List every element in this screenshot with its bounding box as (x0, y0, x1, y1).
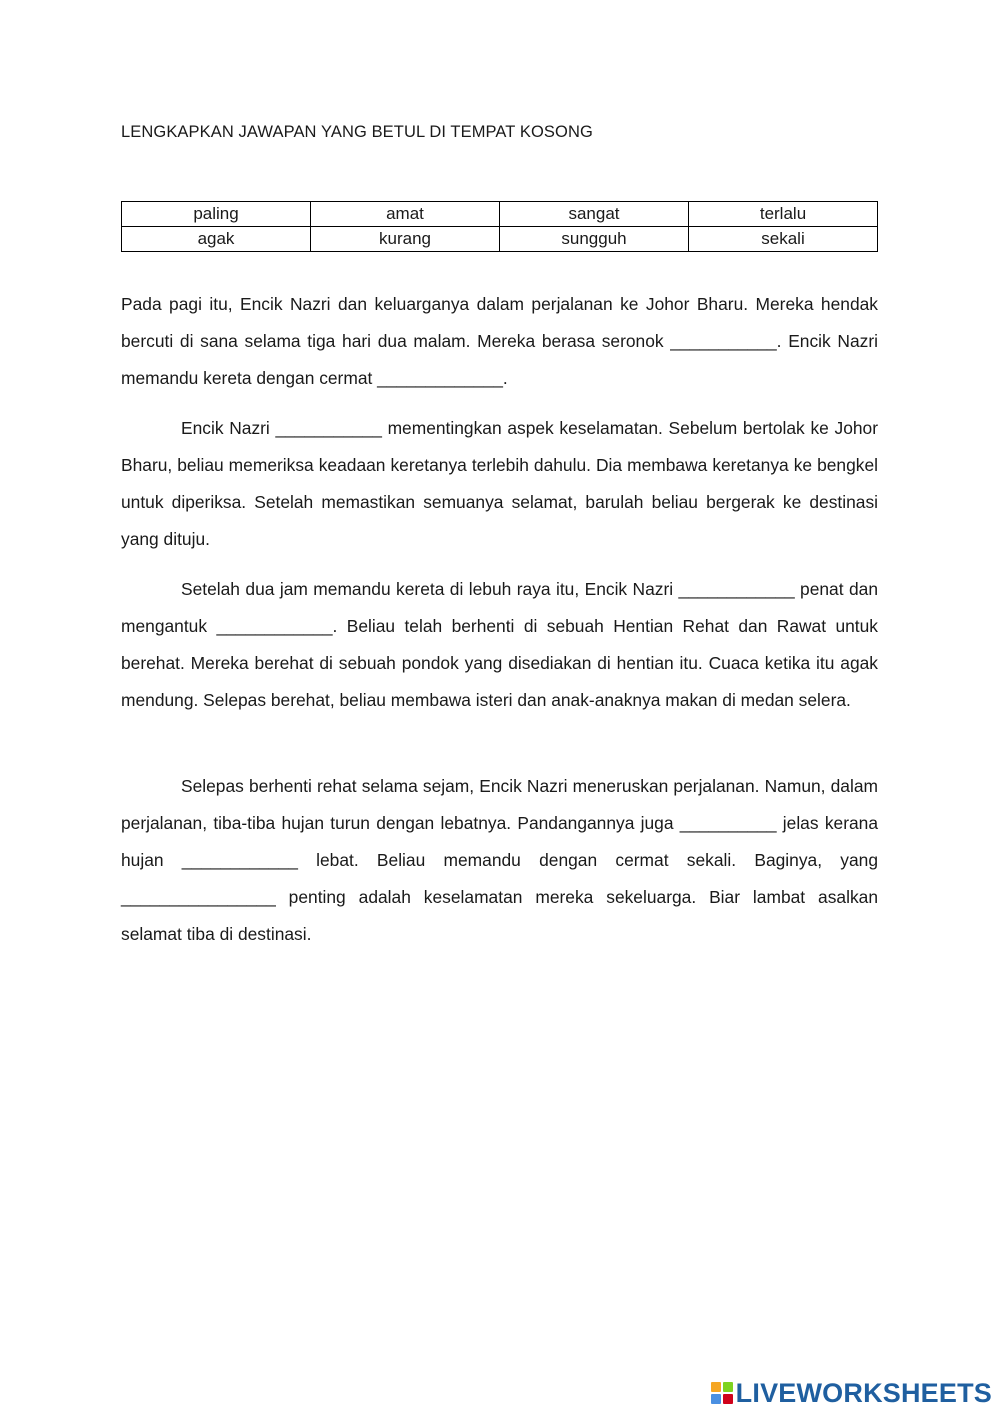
word-bank-row (122, 202, 878, 227)
word-bank-cell: sangat (500, 202, 689, 227)
logo-square-icon (723, 1394, 733, 1404)
word-bank-row (122, 227, 878, 252)
logo-square-icon (711, 1382, 721, 1392)
word-bank-cell: terlalu (689, 202, 878, 227)
word-bank-table (121, 201, 878, 252)
word-bank-cell: agak (122, 227, 311, 252)
liveworksheets-brand-text: LIVEWORKSHEETS (735, 1377, 992, 1408)
word-bank-cell: paling (122, 202, 311, 227)
word-bank-cell: kurang (311, 227, 500, 252)
word-bank-cell: amat (311, 202, 500, 227)
liveworksheets-logo-icon (711, 1382, 733, 1404)
logo-square-icon (723, 1382, 733, 1392)
liveworksheets-logo (711, 1377, 992, 1409)
word-bank-cell: sekali (689, 227, 878, 252)
worksheet-heading: LENGKAPKAN JAWAPAN YANG BETUL DI TEMPAT KOSONG (121, 123, 593, 141)
paragraph-1: Pada pagi itu, Encik Nazri dan keluarganya dalam perjalanan ke Johor Bharu. Mereka hendak bercuti di sana selama tiga hari dua malam. Mereka berasa seronok ___________. Encik Nazri memandu kereta dengan cermat _____________. (121, 294, 878, 388)
paragraph-2: Encik Nazri ___________ mementingkan aspek keselamatan. Sebelum bertolak ke Johor Bharu, beliau memeriksa keadaan keretanya terlebih dahulu. Dia membawa keretanya ke bengkel untuk diperiksa. Setelah memastikan semuanya selamat, barulah beliau bergerak ke destinasi yang dituju. (121, 418, 878, 549)
logo-square-icon (711, 1394, 721, 1404)
paragraph-3: Setelah dua jam memandu kereta di lebuh raya itu, Encik Nazri ____________ penat dan mengantuk ____________. Beliau telah berhenti di sebuah Hentian Rehat dan Rawat untuk berehat. Mereka berehat di sebuah pondok yang disediakan di hentian itu. Cuaca ketika itu agak mendung. Selepas berehat, beliau membawa isteri dan anak-anaknya makan di medan selera. (121, 579, 878, 710)
paragraph-4: Selepas berhenti rehat selama sejam, Encik Nazri meneruskan perjalanan. Namun, dalam perjalanan, tiba-tiba hujan turun dengan lebatnya. Pandangannya juga __________ jelas kerana hujan ____________ lebat. Beliau memandu dengan cermat sekali. Baginya, yang ________________ penting adalah keselamatan mereka sekeluarga. Biar lambat asalkan selamat tiba di destinasi. (121, 776, 878, 944)
word-bank-cell: sungguh (500, 227, 689, 252)
